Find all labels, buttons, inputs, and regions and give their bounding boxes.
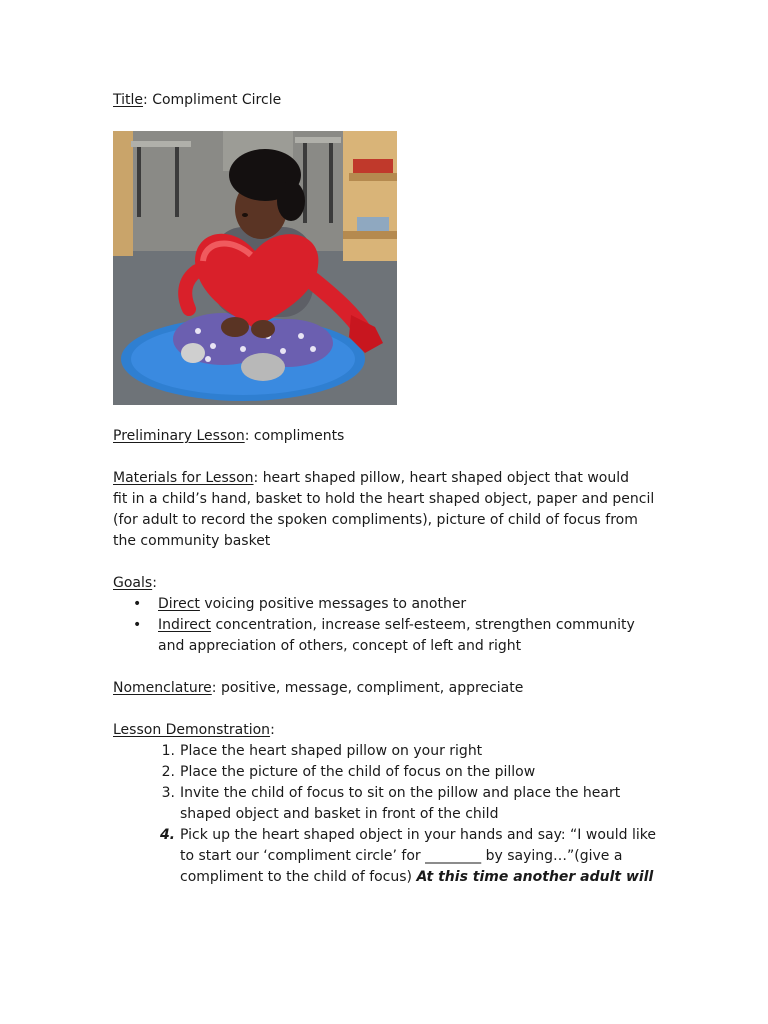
title-line xyxy=(113,90,281,111)
materials-text-1: heart shaped pillow, heart shaped object that would xyxy=(262,470,629,486)
goals-sep: : xyxy=(152,575,157,591)
goal-indirect-label: Indirect xyxy=(158,617,212,633)
step-number: 4. xyxy=(159,827,175,843)
step-text: Invite the child of focus to sit on the pillow and place the heart xyxy=(180,785,621,801)
title-sep: : xyxy=(143,92,153,108)
goal-direct-text: voicing positive messages to another xyxy=(199,596,467,612)
nomenclature-sep: : xyxy=(211,680,221,696)
step-number: 3. xyxy=(161,785,175,801)
step-text-continued xyxy=(180,867,653,888)
step-text: Pick up the heart shaped object in your hands and say: “I would like xyxy=(180,827,656,843)
title-value: Compliment Circle xyxy=(152,92,282,108)
preliminary-lesson-line xyxy=(113,426,344,447)
materials-line-3: (for adult to record the spoken compliments), picture of child of focus from xyxy=(113,512,638,528)
nomenclature-line xyxy=(113,678,523,699)
demonstration-label: Lesson Demonstration xyxy=(113,722,271,738)
step-text-plain: compliment to the child of focus) xyxy=(180,869,417,885)
preliminary-value: compliments xyxy=(253,428,345,444)
bullet-icon: • xyxy=(133,617,142,633)
goals-label: Goals xyxy=(113,575,153,591)
step-text-continued: to start our ‘compliment circle’ for ________ by saying…”(give a xyxy=(180,848,623,864)
materials-sep: : xyxy=(253,470,263,486)
preliminary-sep: : xyxy=(244,428,254,444)
materials-line-1 xyxy=(113,468,629,489)
bullet-icon: • xyxy=(133,596,142,612)
step-text-continued: shaped object and basket in front of the child xyxy=(180,806,499,822)
nomenclature-label: Nomenclature xyxy=(113,680,212,696)
child-with-heart-pillow-photo xyxy=(113,131,397,405)
step-number: 2. xyxy=(161,764,175,780)
demonstration-heading xyxy=(113,720,275,741)
goal-indirect-continued: and appreciation of others, concept of left and right xyxy=(158,638,522,654)
nomenclature-value: positive, message, compliment, appreciate xyxy=(220,680,524,696)
title-label: Title xyxy=(113,92,144,108)
preliminary-label: Preliminary Lesson xyxy=(113,428,245,444)
step-text: Place the picture of the child of focus on the pillow xyxy=(180,764,536,780)
goals-heading xyxy=(113,573,157,594)
demonstration-sep: : xyxy=(270,722,275,738)
goal-direct xyxy=(158,594,466,615)
goal-indirect xyxy=(158,615,635,636)
goal-indirect-text: concentration, increase self-esteem, strengthen community xyxy=(211,617,635,633)
step-text-emphasis: At this time another adult will xyxy=(416,869,654,885)
materials-line-2: fit in a child’s hand, basket to hold the heart shaped object, paper and pencil xyxy=(113,491,655,507)
step-text: Place the heart shaped pillow on your right xyxy=(180,743,483,759)
goal-direct-label: Direct xyxy=(158,596,200,612)
materials-line-4: the community basket xyxy=(113,533,271,549)
step-number: 1. xyxy=(161,743,175,759)
materials-label: Materials for Lesson xyxy=(113,470,254,486)
